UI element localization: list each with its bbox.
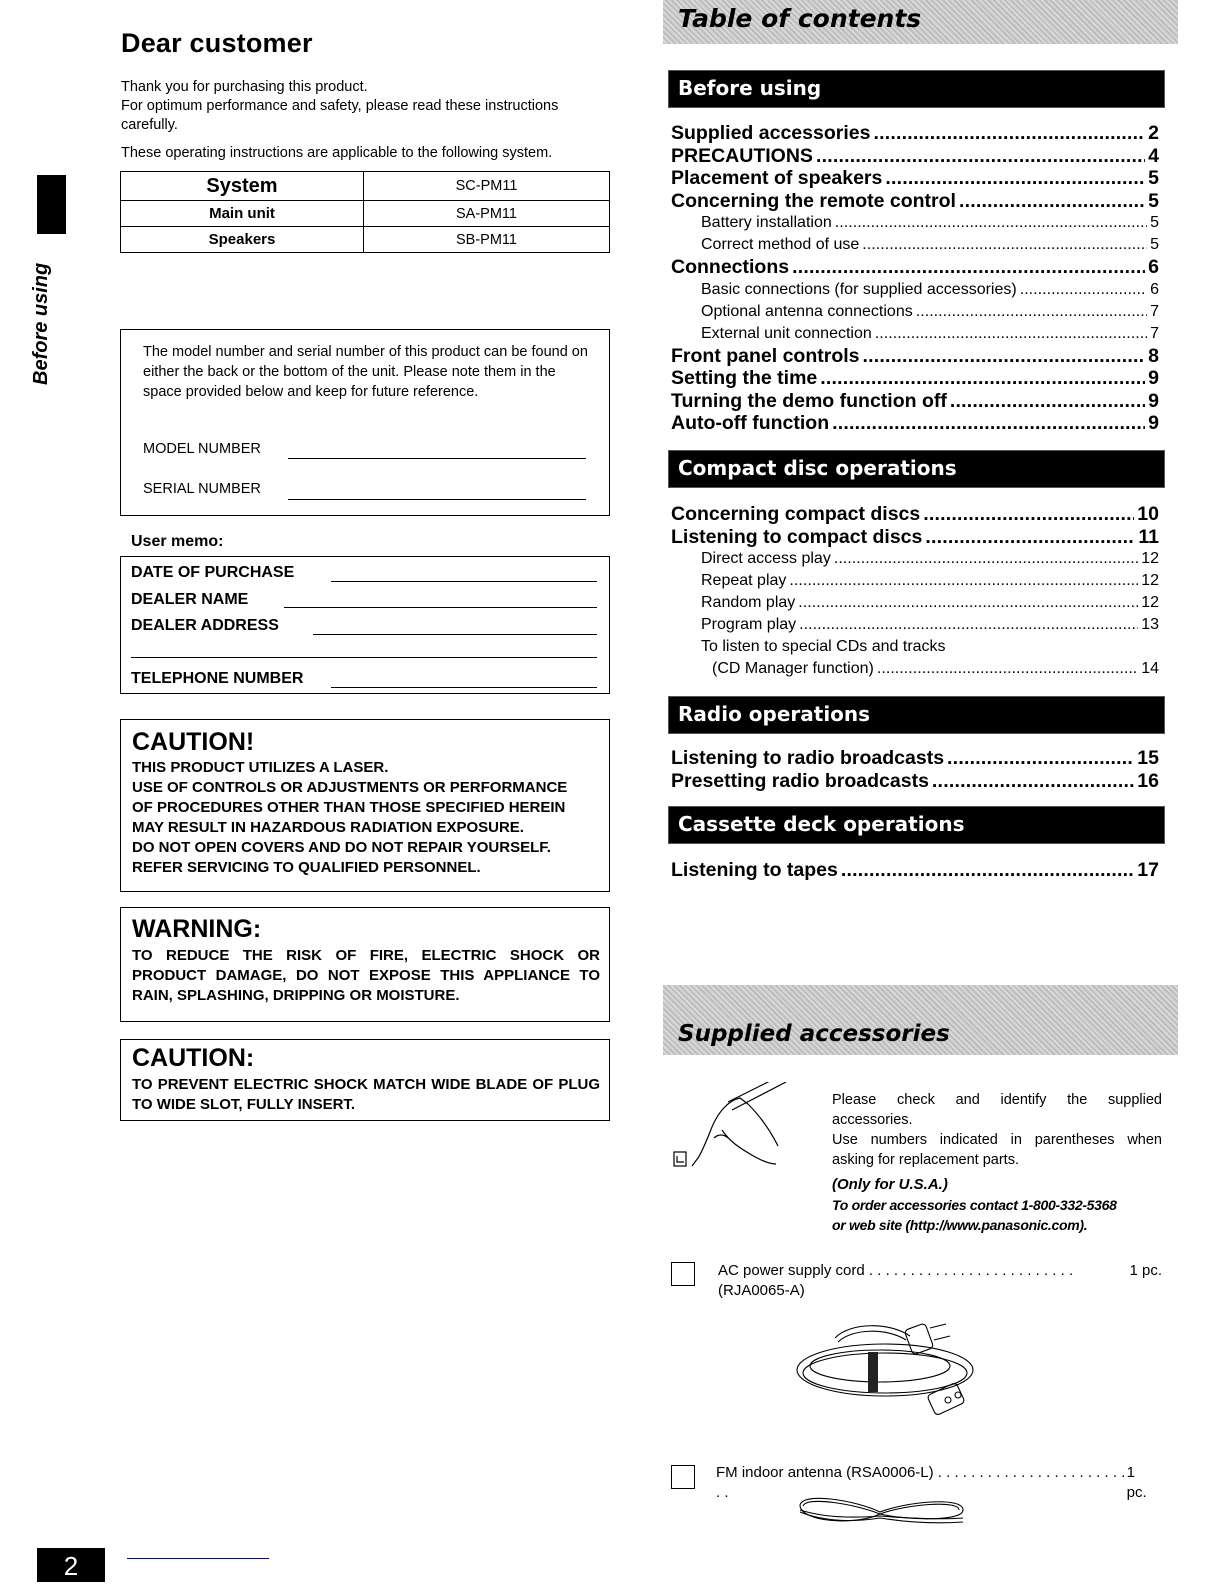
model-number-label: MODEL NUMBER xyxy=(143,441,261,457)
toc-entry[interactable] xyxy=(671,570,1159,592)
caution-plug-body: TO PREVENT ELECTRIC SHOCK MATCH WIDE BLADE OF PLUG TO WIDE SLOT, FULLY INSERT. xyxy=(132,1076,600,1113)
leader-dots xyxy=(862,234,1147,256)
toc-entry-page: 7 xyxy=(1150,302,1159,320)
toc-entry[interactable] xyxy=(671,548,1159,570)
toc-entry-label: Optional antenna connections xyxy=(701,302,913,320)
toc-entry-page: 6 xyxy=(1148,256,1159,278)
toc-entry-label: External unit connection xyxy=(701,324,872,342)
ac-cord-checkbox[interactable] xyxy=(671,1262,695,1286)
toc-entry[interactable] xyxy=(671,390,1159,413)
toc-entry-label: Auto-off function xyxy=(671,412,830,434)
dealer-address-field[interactable] xyxy=(313,634,597,635)
leader-dots xyxy=(799,614,1138,636)
speakers-label: Speakers xyxy=(121,227,364,253)
toc-entry-label: Correct method of use xyxy=(701,236,860,253)
toc-entry-page: 5 xyxy=(1148,167,1159,189)
user-memo-box xyxy=(120,556,610,694)
toc-entry-label: Concerning compact discs xyxy=(671,503,921,525)
serial-number-label: SERIAL NUMBER xyxy=(143,481,261,497)
toc-entry-page: 14 xyxy=(1141,660,1159,677)
leader-dots xyxy=(832,412,1145,435)
accessories-usa-note xyxy=(832,1175,1172,1235)
toc-entry-label: (CD Manager function) xyxy=(712,660,874,677)
leader-dots xyxy=(834,548,1138,570)
accessories-banner xyxy=(663,985,1178,1055)
accessories-intro xyxy=(832,1090,1162,1170)
toc-section-radio xyxy=(668,696,1165,734)
usa-contact-phone: To order accessories contact 1-800-332-5368 xyxy=(832,1197,1117,1213)
user-memo-label: User memo: xyxy=(131,533,224,550)
leader-dots xyxy=(873,122,1145,145)
caution-line: REFER SERVICING TO QUALIFIED PERSONNEL. xyxy=(132,859,481,876)
toc-entry-label: Repeat play xyxy=(701,572,787,589)
toc-entry-label: Connections xyxy=(671,256,790,278)
usa-contact-web: or web site (http://www.panasonic.com). xyxy=(832,1217,1088,1233)
toc-entry-label: Random play xyxy=(701,594,796,611)
leader-dots xyxy=(820,367,1145,390)
dealer-address-field-line2[interactable] xyxy=(131,657,597,658)
leader-dots xyxy=(841,859,1134,882)
toc-title: Table of contents xyxy=(678,4,922,33)
toc-entry[interactable] xyxy=(671,859,1159,882)
toc-entry-page: 5 xyxy=(1148,189,1159,212)
leader-dots xyxy=(1020,279,1147,301)
toc-entry-label: Listening to radio broadcasts xyxy=(671,747,945,769)
section-heading: Radio operations xyxy=(678,702,871,726)
leader-dots xyxy=(932,770,1134,793)
model-number-field[interactable] xyxy=(288,458,586,459)
toc-entry-page: 17 xyxy=(1137,859,1159,881)
page-title: Dear customer xyxy=(121,28,313,58)
toc-entry[interactable] xyxy=(671,212,1159,234)
section-tab-label: Before using xyxy=(30,262,52,385)
caution-line: OF PROCEDURES OTHER THAN THOSE SPECIFIED HEREIN xyxy=(132,799,566,816)
toc-entry-label: Battery installation xyxy=(701,214,832,231)
leader-dots xyxy=(816,145,1145,168)
toc-entry[interactable] xyxy=(671,345,1159,368)
toc-entry[interactable] xyxy=(671,256,1159,279)
toc-entry-page: 4 xyxy=(1148,144,1159,167)
intro-applicable: These operating instructions are applicable to the following system. xyxy=(121,145,553,161)
accessories-title: Supplied accessories xyxy=(678,1021,950,1047)
caution-line: MAY RESULT IN HAZARDOUS RADIATION EXPOSURE. xyxy=(132,819,524,836)
intro-thanks: Thank you for purchasing this product. xyxy=(121,79,368,95)
toc-entry[interactable] xyxy=(671,145,1159,168)
toc-entry-page: 12 xyxy=(1141,572,1159,589)
accessory-item-ac-cord xyxy=(718,1261,1162,1301)
leader-dots xyxy=(875,323,1147,345)
toc-entry[interactable] xyxy=(671,301,1159,323)
toc-list-compact-disc xyxy=(671,503,1159,680)
serial-number-box xyxy=(120,329,610,516)
toc-list-before-using xyxy=(671,122,1159,435)
toc-entry[interactable] xyxy=(671,367,1159,390)
warning-box xyxy=(120,907,610,1022)
leader-dots xyxy=(925,526,1135,549)
leader-dots xyxy=(916,301,1147,323)
toc-entry[interactable] xyxy=(671,412,1159,435)
toc-list-cassette xyxy=(671,859,1159,882)
toc-entry-label: Program play xyxy=(701,616,797,633)
toc-entry-page: 7 xyxy=(1150,324,1159,342)
date-of-purchase-label: DATE OF PURCHASE xyxy=(131,564,295,581)
toc-list-radio xyxy=(671,747,1159,792)
caution-laser-heading: CAUTION! xyxy=(132,728,255,756)
toc-entry-label: Supplied accessories xyxy=(671,122,871,144)
toc-entry[interactable] xyxy=(671,122,1159,145)
toc-entry-page: 12 xyxy=(1141,594,1159,611)
toc-entry-label: Presetting radio broadcasts xyxy=(671,769,929,792)
leader-dots xyxy=(877,658,1138,680)
toc-entry-label: Basic connections (for supplied accessories) xyxy=(701,280,1017,298)
accessory-qty: 1 pc. xyxy=(1129,1262,1162,1279)
table-row xyxy=(121,227,610,253)
toc-entry[interactable] xyxy=(671,658,1159,680)
section-heading: Cassette deck operations xyxy=(678,812,965,836)
toc-entry-label: Placement of speakers xyxy=(671,167,883,189)
toc-entry-page: 5 xyxy=(1150,214,1159,231)
toc-entry-label: Concerning the remote control xyxy=(671,189,956,212)
leader-dots xyxy=(923,503,1134,526)
leader-dots xyxy=(959,190,1145,213)
toc-entry-page: 12 xyxy=(1141,550,1159,567)
hand-checking-icon xyxy=(670,1082,800,1172)
warning-body: TO REDUCE THE RISK OF FIRE, ELECTRIC SHOCK OR PRODUCT DAMAGE, DO NOT EXPOSE THIS APPLIANCE TO RAIN, SPLASHING, DRIPPING OR MOISTURE. xyxy=(132,947,600,1004)
toc-entry[interactable] xyxy=(671,636,1159,658)
accessories-check-text: Please check and identify the supplied accessories. xyxy=(832,1092,1162,1128)
leader-dots xyxy=(792,256,1145,279)
toc-entry-page: 9 xyxy=(1148,389,1159,412)
toc-entry[interactable] xyxy=(671,592,1159,614)
caution-line: DO NOT OPEN COVERS AND DO NOT REPAIR YOURSELF. xyxy=(132,839,551,856)
toc-entry[interactable] xyxy=(671,167,1159,190)
system-table xyxy=(120,171,610,253)
leader-dots xyxy=(798,592,1138,614)
toc-section-before-using xyxy=(668,70,1165,108)
toc-entry[interactable] xyxy=(671,503,1159,526)
fm-antenna-illustration xyxy=(795,1490,970,1540)
toc-entry-page: 6 xyxy=(1150,280,1159,298)
leader-dots xyxy=(789,570,1138,592)
toc-entry[interactable] xyxy=(671,614,1159,636)
toc-entry-page: 2 xyxy=(1148,122,1159,144)
date-of-purchase-field[interactable] xyxy=(331,581,597,582)
system-label: System xyxy=(121,172,364,201)
main-unit-value: SA-PM11 xyxy=(364,201,610,227)
dealer-name-field[interactable] xyxy=(284,607,597,608)
telephone-number-field[interactable] xyxy=(331,687,597,688)
toc-entry[interactable] xyxy=(671,190,1159,213)
caution-laser-box xyxy=(120,719,610,892)
table-row xyxy=(121,201,610,227)
table-row xyxy=(121,172,610,201)
toc-entry[interactable] xyxy=(671,747,1159,770)
toc-entry[interactable] xyxy=(671,234,1159,256)
accessory-qty: 1 pc. xyxy=(1126,1464,1147,1501)
leader-dots xyxy=(950,390,1145,413)
caution-line: THIS PRODUCT UTILIZES A LASER. xyxy=(132,759,389,776)
toc-entry-page: 13 xyxy=(1141,616,1159,633)
toc-entry-label: Direct access play xyxy=(701,550,831,567)
toc-entry-label: Front panel controls xyxy=(671,344,860,367)
page-number: 2 xyxy=(37,1548,105,1582)
warning-heading: WARNING: xyxy=(132,915,262,943)
main-unit-label: Main unit xyxy=(121,201,364,227)
serial-number-field[interactable] xyxy=(288,499,586,500)
fm-antenna-checkbox[interactable] xyxy=(671,1465,695,1489)
toc-entry-label: Listening to tapes xyxy=(671,859,838,881)
toc-entry-page: 9 xyxy=(1148,367,1159,389)
speakers-value: SB-PM11 xyxy=(364,227,610,253)
section-tab-marker xyxy=(37,175,66,234)
accessories-parts-text: Use numbers indicated in parentheses when asking for replacement parts. xyxy=(832,1132,1162,1168)
toc-entry[interactable] xyxy=(671,770,1159,793)
toc-entry-page: 10 xyxy=(1137,503,1159,525)
caution-laser-body xyxy=(132,758,600,878)
caution-plug-box xyxy=(120,1039,610,1121)
caution-plug-heading: CAUTION: xyxy=(132,1044,255,1072)
toc-entry-label: Listening to compact discs xyxy=(671,525,923,548)
toc-entry-page: 8 xyxy=(1148,344,1159,367)
toc-entry[interactable] xyxy=(671,279,1159,301)
toc-section-cassette xyxy=(668,806,1165,844)
toc-section-compact-disc xyxy=(668,450,1165,488)
leader-dots xyxy=(835,212,1147,234)
leader-dots xyxy=(947,747,1134,770)
toc-entry-label: Setting the time xyxy=(671,367,818,389)
toc-title-banner xyxy=(663,0,1178,44)
toc-entry-page: 15 xyxy=(1137,747,1159,769)
serial-instructions: The model number and serial number of this product can be found on either the back or the bottom of the unit. Please note them in the space provided below and keep for future reference. xyxy=(143,344,588,400)
toc-entry-page: 16 xyxy=(1137,769,1159,792)
toc-entry-label: PRECAUTIONS xyxy=(671,144,813,167)
section-heading: Before using xyxy=(678,76,822,100)
toc-entry-label: Turning the demo function off xyxy=(671,389,947,412)
leader-dots xyxy=(863,345,1146,368)
ac-power-cord-illustration xyxy=(790,1318,985,1423)
system-value: SC-PM11 xyxy=(364,172,610,201)
dealer-address-label: DEALER ADDRESS xyxy=(131,617,279,634)
toc-entry-label: To listen to special CDs and tracks xyxy=(701,638,946,655)
usa-heading: (Only for U.S.A.) xyxy=(832,1176,948,1193)
accessory-part-number: (RJA0065-A) xyxy=(718,1282,805,1299)
toc-entry-page: 9 xyxy=(1148,412,1159,434)
footer-rule xyxy=(127,1558,269,1559)
accessory-name: FM indoor antenna (RSA0006-L) . . . xyxy=(716,1463,1127,1503)
intro-read: For optimum performance and safety, please read these instructions carefully. xyxy=(121,98,559,133)
intro-text xyxy=(121,78,613,163)
toc-entry-page: 11 xyxy=(1138,525,1159,548)
leader-dots xyxy=(885,167,1145,190)
caution-line: USE OF CONTROLS OR ADJUSTMENTS OR PERFORMANCE xyxy=(132,779,568,796)
toc-entry-page: 5 xyxy=(1150,236,1159,253)
dealer-name-label: DEALER NAME xyxy=(131,591,249,608)
accessory-name: AC power supply cord . . . xyxy=(718,1261,1073,1281)
toc-entry[interactable] xyxy=(671,323,1159,345)
section-heading: Compact disc operations xyxy=(678,456,957,480)
telephone-number-label: TELEPHONE NUMBER xyxy=(131,670,304,687)
toc-entry[interactable] xyxy=(671,526,1159,549)
